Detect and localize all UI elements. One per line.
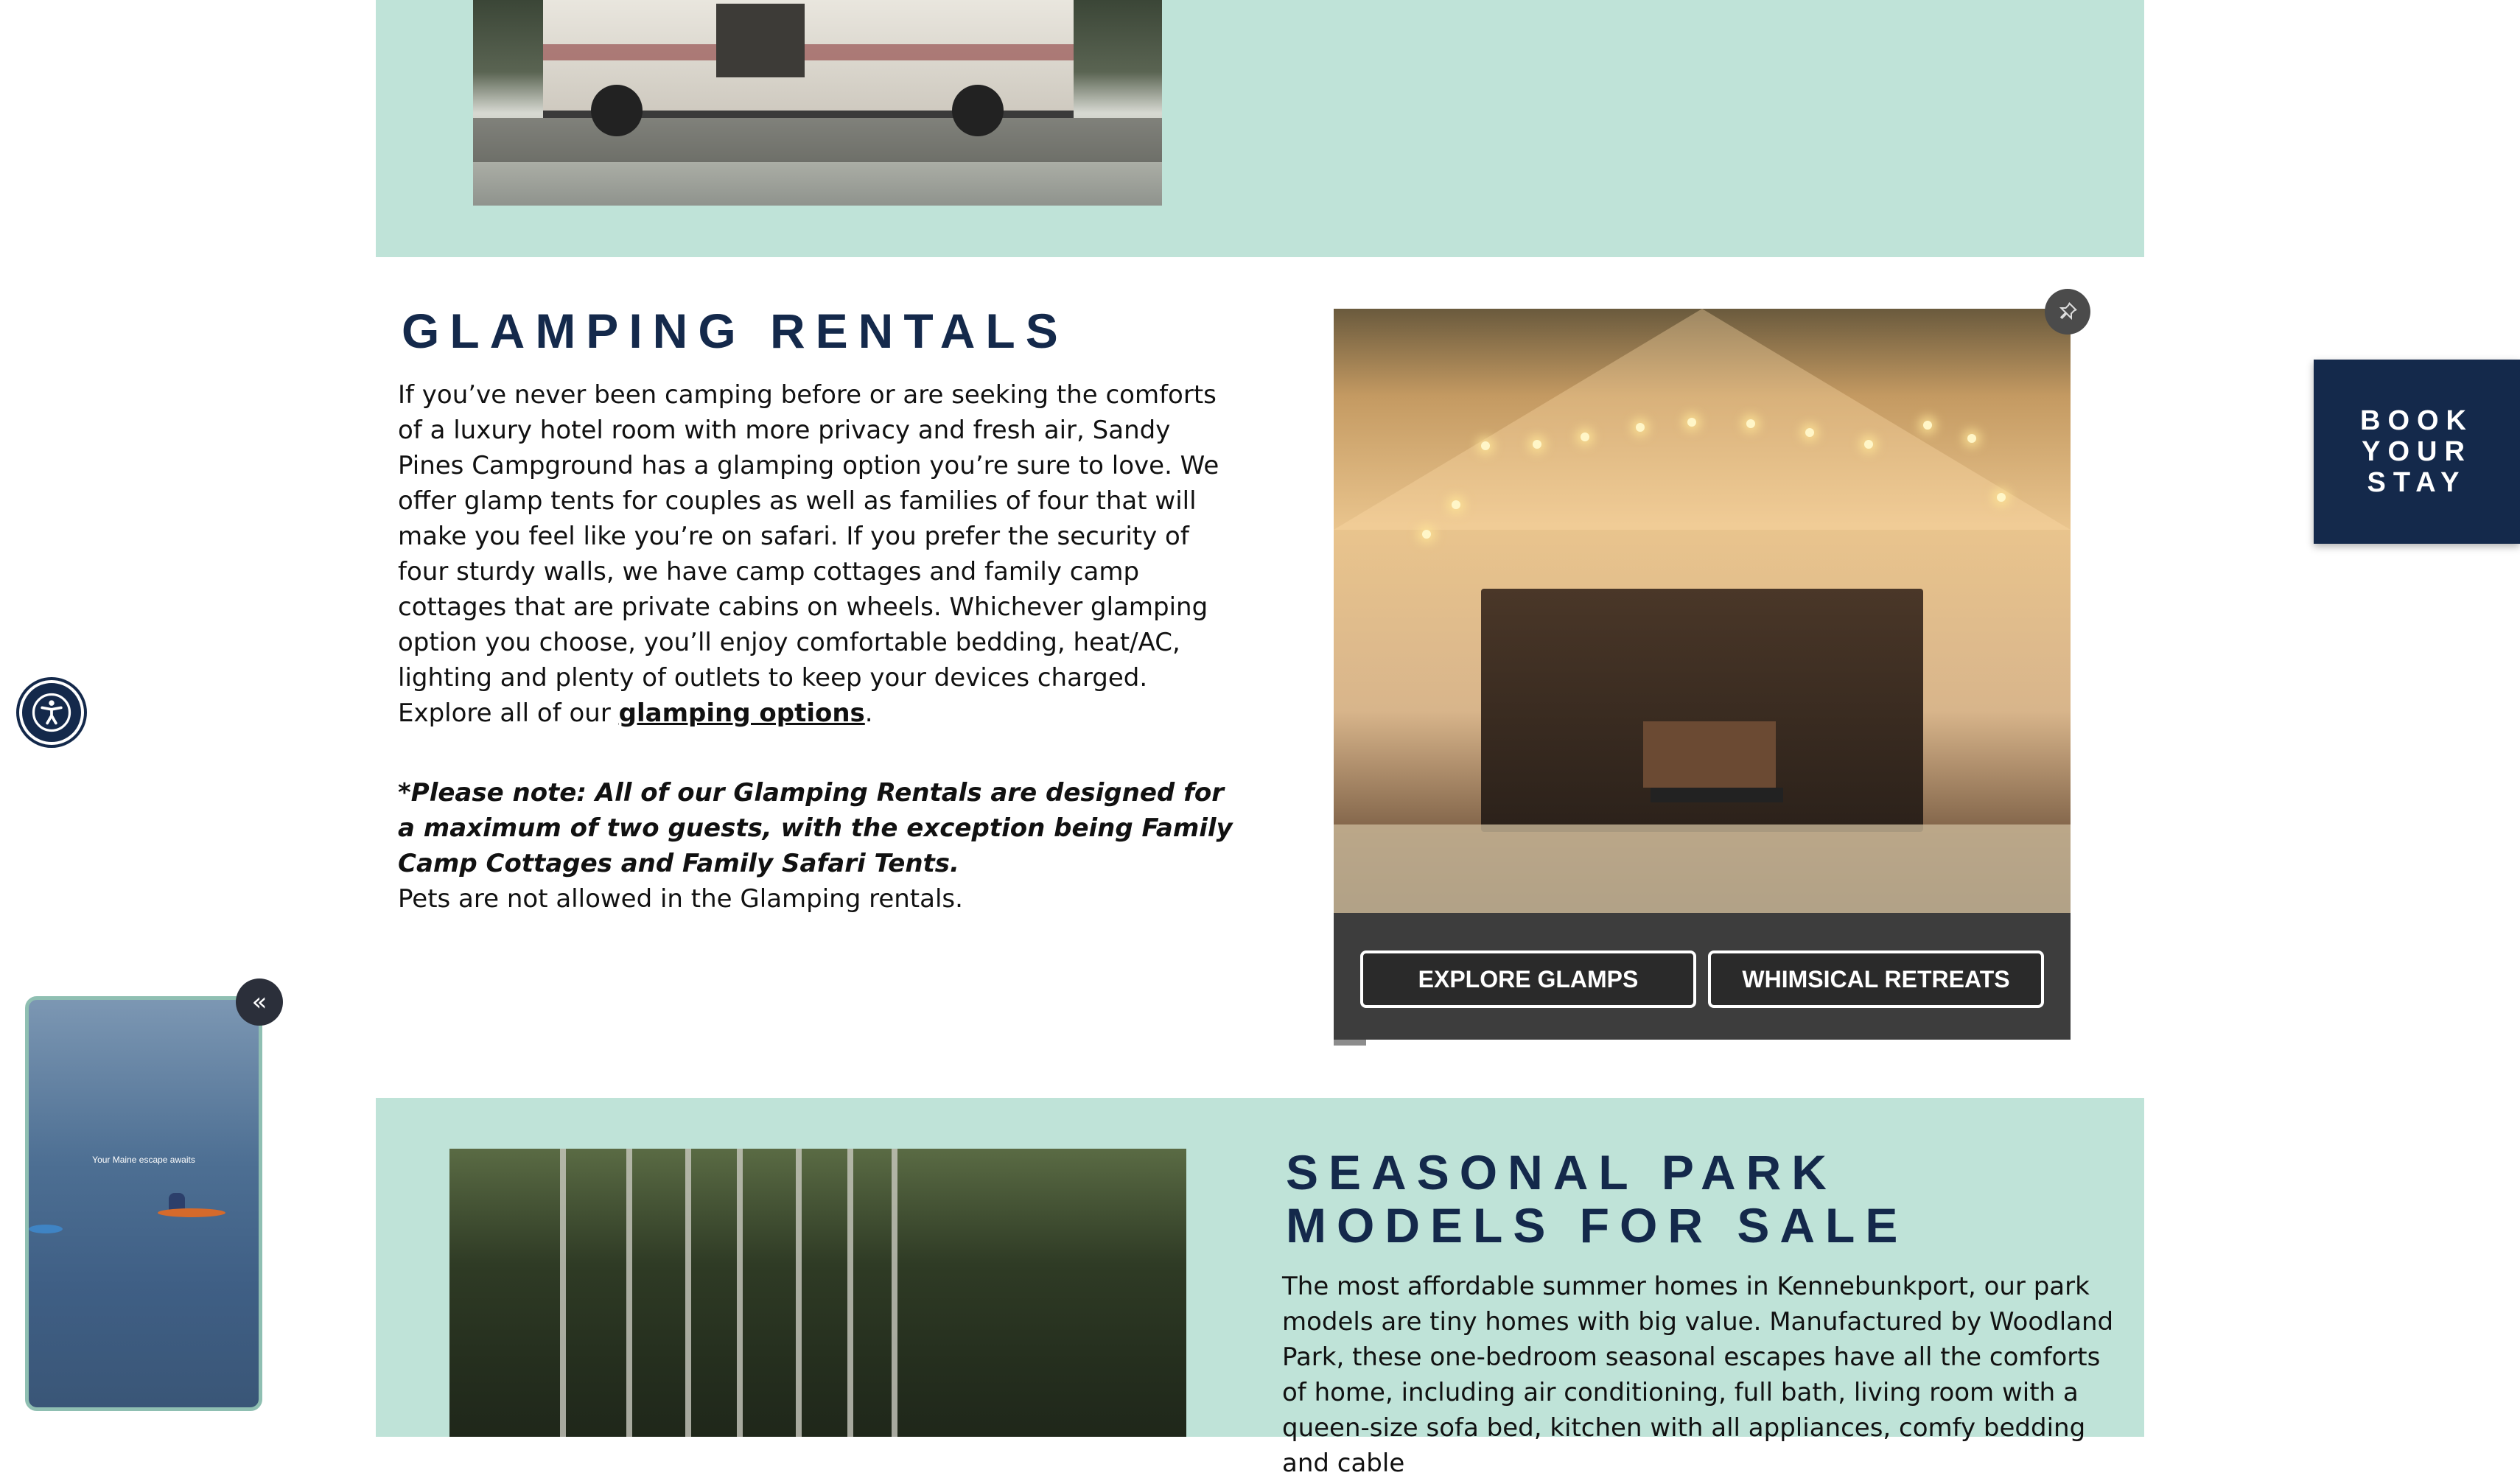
glamping-body-text: If you’ve never been camping before or are seeking the comforts of a luxury hotel room with more privacy and fresh air, Sandy Pines Campground has a glamping option you’re sure to love. We offer glamp tents for couples as well as families of four that will make you feel like you’re on safari. If you prefer the security of four sturdy walls, we have camp cottages and family camp cottages that are private cabins on wheels. Whichever glamping option you choose, you’ll enjoy comfortable bedding, heat/AC, lighting and plenty of outlets to keep your devices charged. Explore all of our [398,380,1219,728]
seasonal-heading: SEASONAL PARK MODELS FOR SALE [1286,1145,1908,1253]
video-widget[interactable] [25,996,262,1411]
slide-progress-indicator [1334,1040,1366,1046]
book-line-1: BOOK [2360,405,2474,436]
pin-icon[interactable] [2045,289,2090,335]
glamping-options-link[interactable]: glamping options [618,699,865,728]
glamping-tent-photo[interactable] [1334,309,2071,1040]
park-model-trees-photo [449,1149,1186,1437]
seasonal-description: The most affordable summer homes in Kennebunkport, our park models are tiny homes with big value. Manufactured by Woodland Park, these one-bedroom seasonal escapes have all the comforts of home, including air conditioning, full bath, living room with a queen-size sofa bed, kitchen with all appliances, comfy bedding and cable [1282,1272,2114,1478]
accessibility-icon[interactable] [19,680,84,745]
explore-glamps-button[interactable]: EXPLORE GLAMPS [1360,950,1696,1008]
pets-policy: Pets are not allowed in the Glamping rentals. [398,884,963,914]
glamping-period: . [864,699,873,728]
glamping-description [398,377,1238,731]
whimsical-retreats-button[interactable]: WHIMSICAL RETREATS [1708,950,2044,1008]
rv-campsite-photo [473,0,1162,206]
video-caption: Your Maine escape awaits [92,1155,195,1165]
glamping-note: *Please note: All of our Glamping Rentals are designed for a maximum of two guests, with the exception being Family Camp Cottages and Family Safari Tents. [398,778,1233,878]
book-line-3: STAY [2367,467,2467,498]
glamping-heading: GLAMPING RENTALS [402,304,1068,358]
double-chevron-left-icon[interactable]: « [236,978,283,1026]
book-your-stay-button[interactable] [2314,360,2520,544]
book-line-2: YOUR [2362,436,2472,467]
